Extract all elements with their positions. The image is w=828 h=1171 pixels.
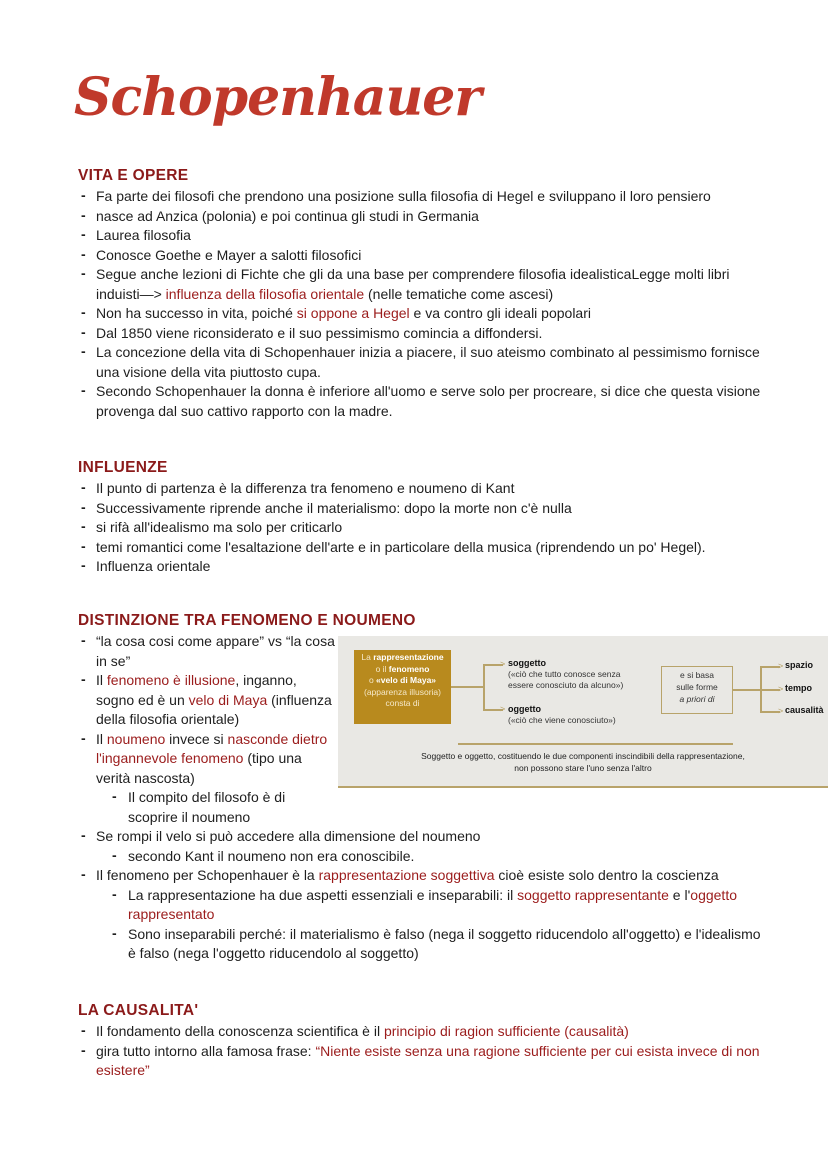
section-causalita (78, 1001, 768, 1081)
list-item: - temi romantici come l'esaltazione dell'arte e in particolare della musica (riprendendo un po' Hegel). (78, 538, 768, 558)
list-item: - Dal 1850 viene riconsiderato e il suo pessimismo comincia a diffondersi. (78, 324, 768, 344)
list-item: - Se rompi il velo si può accedere alla dimensione del noumeno (78, 827, 768, 847)
text: La (361, 652, 374, 662)
highlight-text: nasconde dietro l'ingannevole fenomeno (96, 730, 328, 766)
highlight-text: fenomeno è illusione (106, 672, 236, 688)
list-item (78, 730, 336, 789)
text: e l' (668, 886, 691, 903)
text: La rappresentazione ha due aspetti essenziali e inseparabili: il (128, 886, 518, 903)
arrow-icon: > (778, 661, 784, 671)
arrow-icon: > (500, 704, 506, 714)
section-influenze (78, 458, 768, 577)
list-item: - La concezione della vita di Schopenhauer inizia a piacere, il suo ateismo combinato al pessimismo fornisce una visione della vita piuttosto cupa. (78, 343, 768, 382)
text: Il (96, 730, 107, 747)
highlight-text: velo di Maya (188, 691, 268, 708)
highlight-text: soggetto rappresentante (517, 886, 669, 903)
highlight-text: rappresentazione soggettiva (318, 867, 495, 883)
list-item: - Secondo Schopenhauer la donna è inferiore all'uomo e serve solo per procreare, si dice che questa visione provenga dal suo cattivo rapporto con la madre. (78, 382, 768, 421)
list-item: - Influenza orientale (78, 557, 768, 577)
connector-line (760, 689, 780, 691)
text: a priori di (679, 694, 715, 704)
section-heading: LA CAUSALITA' (78, 1002, 199, 1019)
highlight-text: oggetto rappresentato (128, 886, 737, 922)
text: e si basa (679, 670, 715, 680)
connector-line (760, 666, 780, 668)
rappresentazione-box (354, 650, 451, 724)
soggetto-label (508, 658, 648, 691)
connector-line (733, 689, 761, 691)
connector-line (483, 664, 485, 710)
arrow-icon: > (778, 706, 784, 716)
causalita-label (785, 705, 824, 716)
list-item (78, 304, 768, 324)
list-item (78, 1042, 768, 1081)
text: soggetto (508, 658, 546, 668)
list-item: - Successivamente riprende anche il materialismo: dopo la morte non c'è nulla (78, 499, 768, 519)
text: invece si (165, 730, 228, 747)
oggetto-label (508, 704, 648, 726)
section-heading: DISTINZIONE TRA FENOMENO E NOUMENO (78, 612, 416, 629)
text: cioè esiste solo dentro la coscienza (494, 867, 719, 883)
text: sulle forme (676, 682, 718, 692)
text: (tipo una verità nascosta) (96, 750, 302, 786)
list-item (78, 671, 336, 730)
list-item (78, 265, 768, 304)
text: (apparenza illusoria) (363, 686, 441, 697)
sub-list-item: - Sono inseparabili perché: il materialismo è falso (nega il soggetto riducendolo all'oggetto) e l'idealismo è falso (nega l'oggetto riducendolo al soggetto) (78, 925, 768, 964)
sub-list-item: - secondo Kant il noumeno non era conoscibile. (78, 847, 768, 867)
forme-a-priori-box (661, 666, 733, 714)
text: o il (375, 663, 389, 674)
text: o (368, 675, 377, 685)
spazio-label (785, 660, 813, 671)
section-heading: INFLUENZE (78, 459, 168, 476)
text: oggetto (508, 704, 541, 714)
text: Il (96, 672, 107, 688)
highlight-text: influenza della filosofia orientale (165, 285, 365, 302)
list-item: - Conosce Goethe e Mayer a salotti filosofici (78, 246, 768, 266)
section-heading: VITA E OPERE (78, 167, 189, 184)
connector-line (451, 686, 484, 688)
text: fenomeno (388, 663, 430, 674)
page-title: Schopenhauer (74, 67, 481, 128)
list-item: - Laurea filosofia (78, 226, 768, 246)
divider-line (458, 743, 733, 745)
text: («ciò che tutto conosce senza essere conosciuto da alcuno») (508, 669, 624, 690)
section-vita-e-opere (78, 166, 768, 421)
text: gira tutto intorno alla famosa frase: (96, 1042, 316, 1059)
list-item: - Il punto di partenza è la differenza tra fenomeno e noumeno di Kant (78, 479, 768, 499)
text: Il fenomeno per Schopenhauer è la (96, 867, 319, 883)
highlight-text: “Niente esiste senza una ragione sufficiente per cui esista invece di non esistere” (96, 1042, 760, 1078)
text: tempo (785, 683, 812, 693)
text: consta di (385, 698, 420, 708)
text: Segue anche lezioni di Fichte che gli da una base per comprendere filosofia idealisticaLegge molti libri induisti—> (96, 266, 730, 302)
rappresentazione-diagram (338, 636, 828, 788)
arrow-icon: > (500, 659, 506, 669)
text: spazio (785, 660, 814, 670)
tempo-label (785, 683, 812, 694)
text: rappresentazione (373, 652, 444, 662)
text: («ciò che viene conosciuto») (508, 715, 616, 725)
text: , inganno, sogno ed è un (96, 672, 297, 708)
text: (nelle tematiche come ascesi) (364, 285, 554, 302)
text: «velo di Maya» (376, 675, 437, 685)
highlight-text: principio di ragion sufficiente (causalità) (383, 1023, 629, 1039)
text: causalità (785, 705, 824, 715)
arrow-icon: > (778, 684, 784, 694)
highlight-text: si oppone a Hegel (296, 305, 410, 321)
list-item: - “la cosa cosi come appare” vs “la cosa in se” (78, 632, 336, 671)
diagram-caption: Soggetto e oggetto, costituendo le due componenti inscindibili della rappresentazione, non possono stare l'uno senza l'altro (421, 751, 745, 773)
text: Non ha successo in vita, poiché (96, 305, 297, 321)
list-item (78, 1022, 768, 1042)
text: Il fondamento della conoscenza scientifica è il (96, 1023, 384, 1039)
list-item: - nasce ad Anzica (polonia) e poi continua gli studi in Germania (78, 207, 768, 227)
sub-list-item (78, 886, 768, 925)
sub-list-item: - Il compito del filosofo è di scoprire il noumeno (78, 788, 336, 827)
list-item (78, 866, 768, 886)
text: e va contro gli ideali popolari (409, 305, 591, 321)
list-item: - Fa parte dei filosofi che prendono una posizione sulla filosofia di Hegel e sviluppano il loro pensiero (78, 187, 768, 207)
list-item: - si rifà all'idealismo ma solo per criticarlo (78, 518, 768, 538)
connector-line (760, 711, 780, 713)
text: (influenza della filosofia orientale) (96, 691, 332, 727)
highlight-text: noumeno (106, 730, 166, 747)
